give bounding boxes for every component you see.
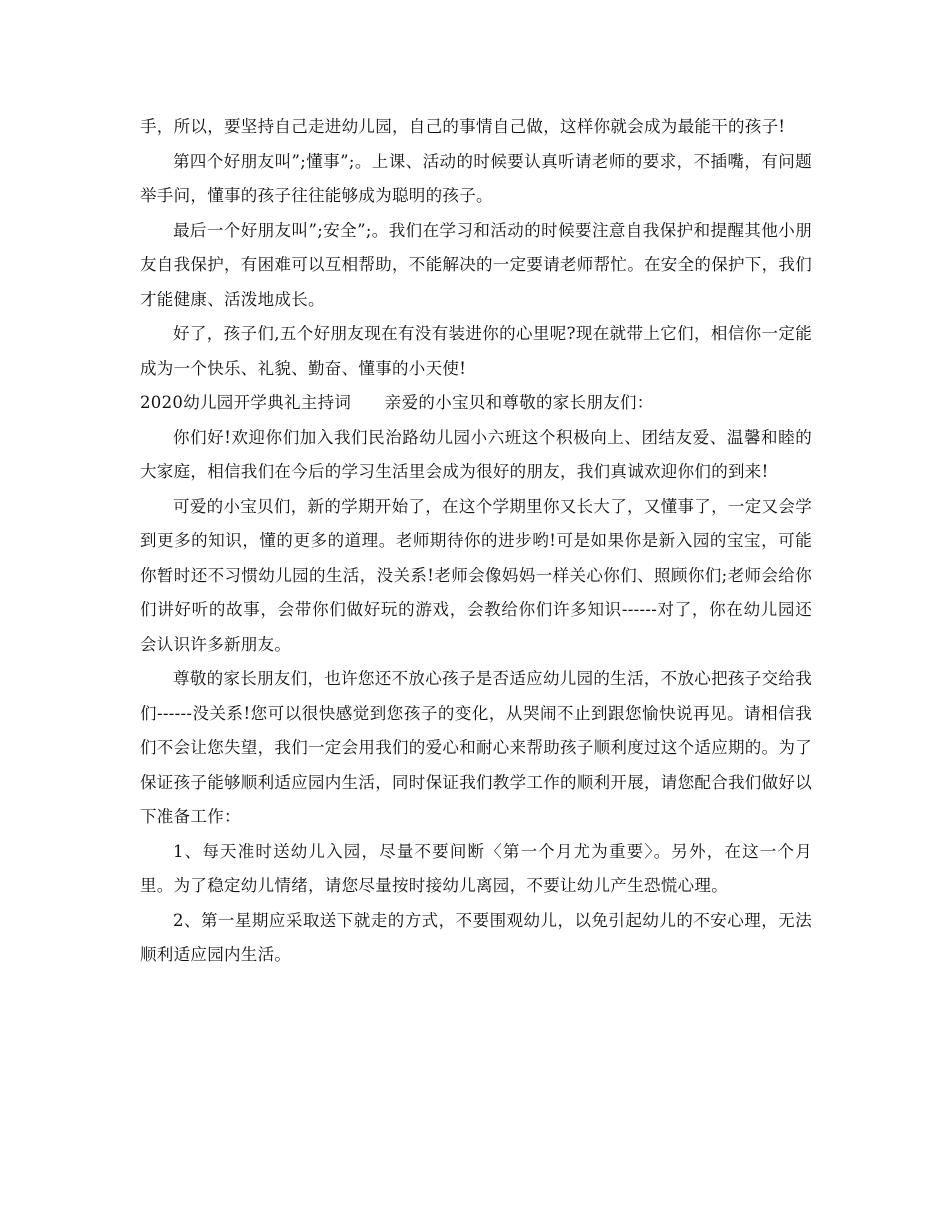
paragraph: 1、每天准时送幼儿入园，尽量不要间断〈第一个月尤为重要〉。另外，在这一个月里。为了稳定幼儿情绪，请您尽量按时接幼儿离园，不要让幼儿产生恐慌心理。 [140, 841, 812, 895]
paragraph: 你们好!欢迎你们加入我们民治路幼儿园小六班这个积极向上、团结友爱、温馨和睦的大家庭，相信我们在今后的学习生活里会成为很好的朋友，我们真诚欢迎你们的到来! [140, 427, 812, 481]
paragraph: 好了，孩子们,五个好朋友现在有没有装进你的心里呢?现在就带上它们，相信你一定能成为一个快乐、礼貌、勤奋、懂事的小天使! [140, 324, 812, 378]
paragraph: 手，所以，要坚持自己走进幼儿园，自己的事情自己做，这样你就会成为最能干的孩子! [140, 117, 786, 136]
paragraph: 最后一个好朋友叫”;安全”;。我们在学习和活动的时候要注意自我保护和提醒其他小朋友自我保护，有困难可以互相帮助，不能解决的一定要请老师帮忙。在安全的保护下，我们才能健康、活泼地成长。 [140, 220, 812, 309]
document-body [140, 110, 812, 973]
paragraph: 第四个好朋友叫”;懂事”;。上课、活动的时候要认真听请老师的要求，不插嘴，有问题举手问，懂事的孩子往往能够成为聪明的孩子。 [140, 151, 812, 205]
paragraph: 尊敬的家长朋友们，也许您还不放心孩子是否适应幼儿园的生活，不放心把孩子交给我们------没关系!您可以很快感觉到您孩子的变化，从哭闹不止到跟您愉快说再见。请相信我们不会让您失望，我们一定会用我们的爱心和耐心来帮助孩子顺利度过这个适应期的。为了保证孩子能够顺利适应园内生活，同时保证我们教学工作的顺利开展，请您配合我们做好以下准备工作： [140, 669, 812, 826]
section-heading-line: 2020幼儿园开学典礼主持词 亲爱的小宝贝和尊敬的家长朋友们： [140, 393, 654, 412]
paragraph: 可爱的小宝贝们，新的学期开始了，在这个学期里你又长大了，又懂事了，一定又会学到更多的知识，懂的更多的道理。老师期待你的进步哟!可是如果你是新入园的宝宝，可能你暂时还不习惯幼儿园的生活，没关系!老师会像妈妈一样关心你们、照顾你们;老师会给你们讲好听的故事，会带你们做好玩的游戏，会教给你们许多知识------对了，你在幼儿园还会认识许多新朋友。 [140, 496, 812, 654]
paragraph: 2、第一星期应采取送下就走的方式，不要围观幼儿，以免引起幼儿的不安心理，无法顺利适应园内生活。 [140, 910, 812, 964]
